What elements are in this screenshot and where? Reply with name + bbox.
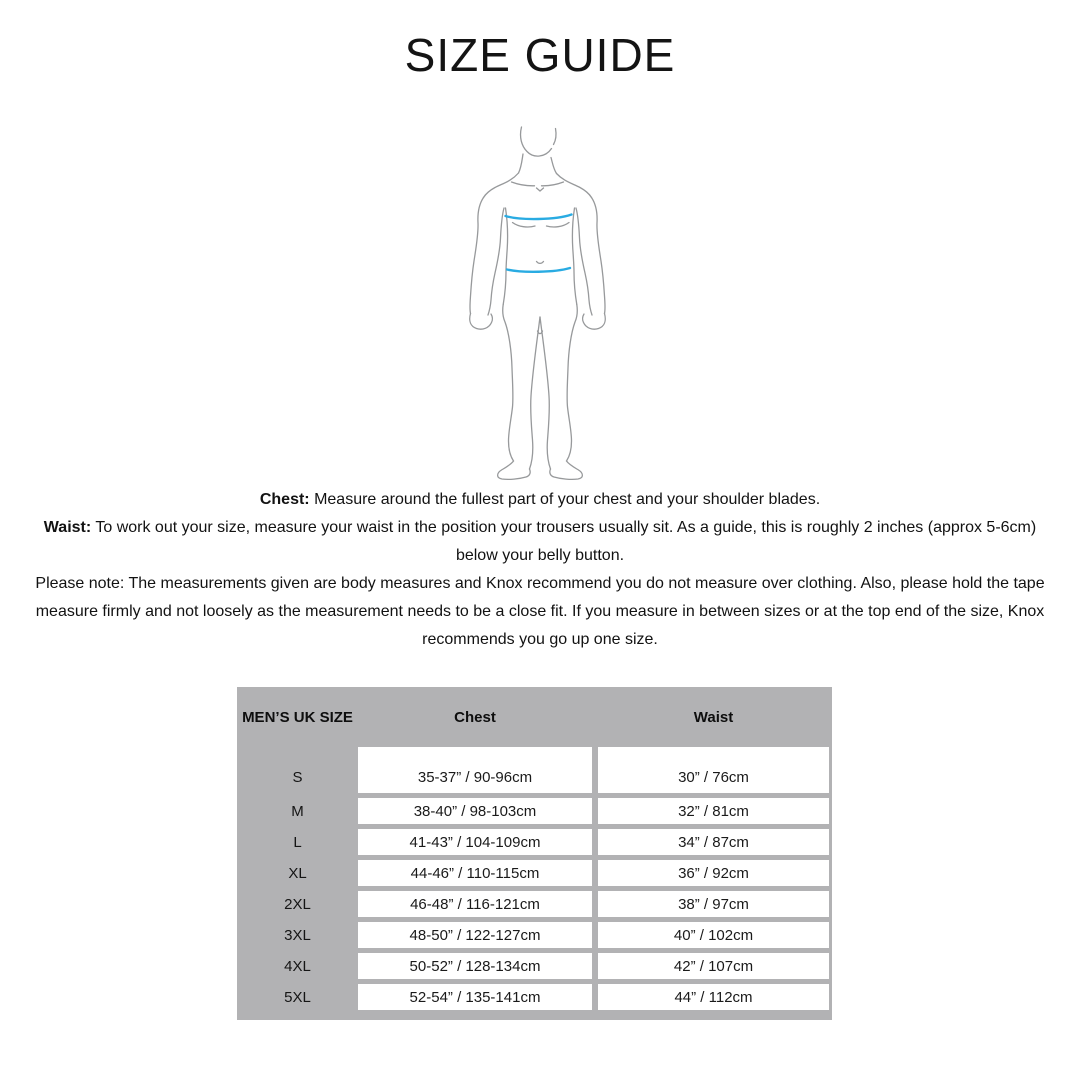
instruction-line-waist: Waist: To work out your size, measure your waist in the position your trousers usually sit. As a guide, this is roughly 2 inches (approx 5-6cm)	[43, 519, 1037, 536]
waist-cell: 30” / 76cm	[598, 747, 829, 793]
table-row	[237, 984, 832, 1010]
table-row	[237, 953, 832, 979]
table-row	[237, 891, 832, 917]
waist-label: Waist:	[43, 519, 92, 536]
column-header-chest: Chest	[454, 708, 496, 726]
chest-label: Chest:	[259, 491, 310, 508]
instruction-line: below your belly button.	[455, 547, 625, 564]
chest-cell: 41-43” / 104-109cm	[358, 829, 592, 855]
waist-cell: 34” / 87cm	[598, 829, 829, 855]
column-header-waist: Waist	[693, 708, 734, 726]
size-cell: 5XL	[284, 988, 311, 1006]
table-row	[237, 860, 832, 886]
chest-cell: 50-52” / 128-134cm	[358, 953, 592, 979]
male-figure-svg	[430, 120, 650, 485]
chest-measure-line	[506, 215, 572, 220]
instruction-line: recommends you go up one size.	[422, 631, 658, 648]
chest-cell: 44-46” / 110-115cm	[358, 860, 592, 886]
waist-cell: 32” / 81cm	[598, 798, 829, 824]
size-cell: M	[291, 802, 304, 820]
page-title: SIZE GUIDE	[404, 29, 676, 81]
body-outline	[470, 127, 606, 479]
instruction-line-note: Please note: The measurements given are body measures and Knox recommend you do not measure over clothing. Also, please hold the tape	[35, 575, 1045, 592]
size-table-header	[237, 687, 832, 747]
table-row	[237, 922, 832, 948]
column-header-size: MEN’S UK SIZE	[242, 708, 353, 726]
chest-cell: 35-37” / 90-96cm	[358, 747, 592, 793]
chest-cell: 46-48” / 116-121cm	[358, 891, 592, 917]
instruction-line: measure firmly and not loosely as the measurement needs to be a close fit. If you measure in between sizes or at the top end of the size, Knox	[35, 603, 1045, 620]
waist-measure-line	[507, 268, 570, 272]
waist-cell: 42” / 107cm	[598, 953, 829, 979]
size-cell: S	[292, 769, 303, 786]
size-cell: L	[293, 833, 302, 851]
table-row	[237, 747, 832, 793]
table-row	[237, 798, 832, 824]
instruction-line-chest: Chest: Measure around the fullest part of your chest and your shoulder blades.	[259, 491, 821, 508]
chest-cell: 38-40” / 98-103cm	[358, 798, 592, 824]
size-table	[237, 687, 832, 1020]
size-cell: 2XL	[284, 895, 311, 913]
waist-cell: 36” / 92cm	[598, 860, 829, 886]
size-cell: 3XL	[284, 926, 311, 944]
size-cell: XL	[288, 864, 307, 882]
male-figure-illustration	[430, 120, 650, 485]
waist-cell: 40” / 102cm	[598, 922, 829, 948]
waist-cell: 44” / 112cm	[598, 984, 829, 1010]
measurement-instructions	[0, 486, 1080, 654]
waist-cell: 38” / 97cm	[598, 891, 829, 917]
size-cell: 4XL	[284, 957, 311, 975]
chest-cell: 48-50” / 122-127cm	[358, 922, 592, 948]
chest-cell: 52-54” / 135-141cm	[358, 984, 592, 1010]
table-row	[237, 829, 832, 855]
